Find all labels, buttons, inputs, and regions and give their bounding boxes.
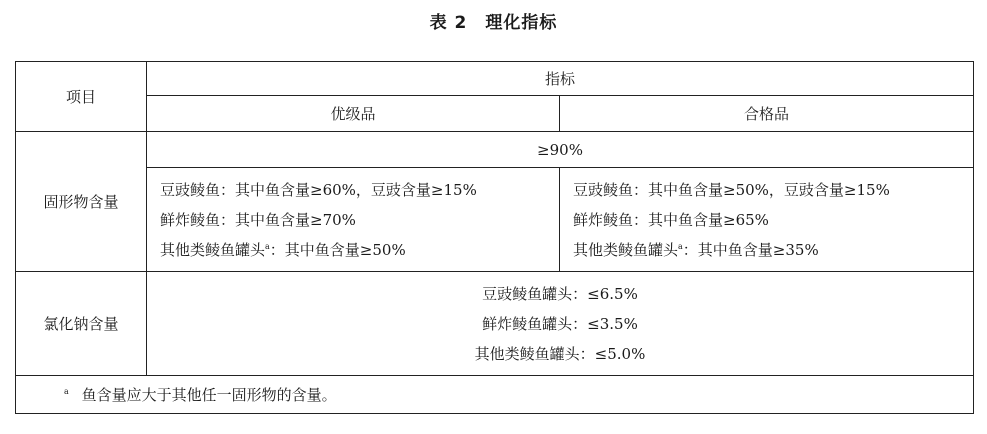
sodium-line-3: 其他类鲮鱼罐头：≤5.0% [474, 344, 646, 363]
solids-qualified-cell [560, 168, 974, 272]
footnote-marker: a [678, 241, 683, 251]
footnote-text: 鱼含量应大于其他任一固形物的含量。 [81, 386, 337, 404]
solids-common-value: ≥90% [147, 132, 974, 168]
solids-qualified-line-1: 豆豉鲮鱼：其中鱼含量≥50%，豆豉含量≥15% [573, 180, 890, 199]
solids-premium-line-2: 鲜炸鲮鱼：其中鱼含量≥70% [160, 210, 356, 229]
footnote-row [16, 376, 974, 414]
solids-premium-line-1: 豆豉鲮鱼：其中鱼含量≥60%，豆豉含量≥15% [160, 180, 477, 199]
solids-qualified-line-2: 鲜炸鲮鱼：其中鱼含量≥65% [573, 210, 769, 229]
sodium-label: 氯化钠含量 [16, 272, 147, 376]
sodium-line-1: 豆豉鲮鱼罐头：≤6.5% [482, 284, 638, 303]
header-indicator: 指标 [147, 62, 974, 96]
sodium-values-cell [147, 272, 974, 376]
table-title: 表 2 理化指标 [429, 13, 558, 33]
solids-label: 固形物含量 [16, 132, 147, 272]
physicochemical-table [15, 61, 974, 414]
header-qualified: 合格品 [560, 96, 974, 132]
solids-premium-cell [147, 168, 560, 272]
header-item: 项目 [16, 62, 147, 132]
solids-qualified-line-3: 其他类鲮鱼罐头$^a$：其中鱼含量≥35% [573, 240, 819, 259]
sodium-line-2: 鲜炸鲮鱼罐头：≤3.5% [482, 314, 638, 333]
header-premium: 优级品 [147, 96, 560, 132]
footnote-marker: a [265, 241, 270, 251]
solids-premium-line-3: 其他类鲮鱼罐头$^a$：其中鱼含量≥50% [160, 240, 406, 259]
footnote-mark: a [64, 387, 69, 396]
